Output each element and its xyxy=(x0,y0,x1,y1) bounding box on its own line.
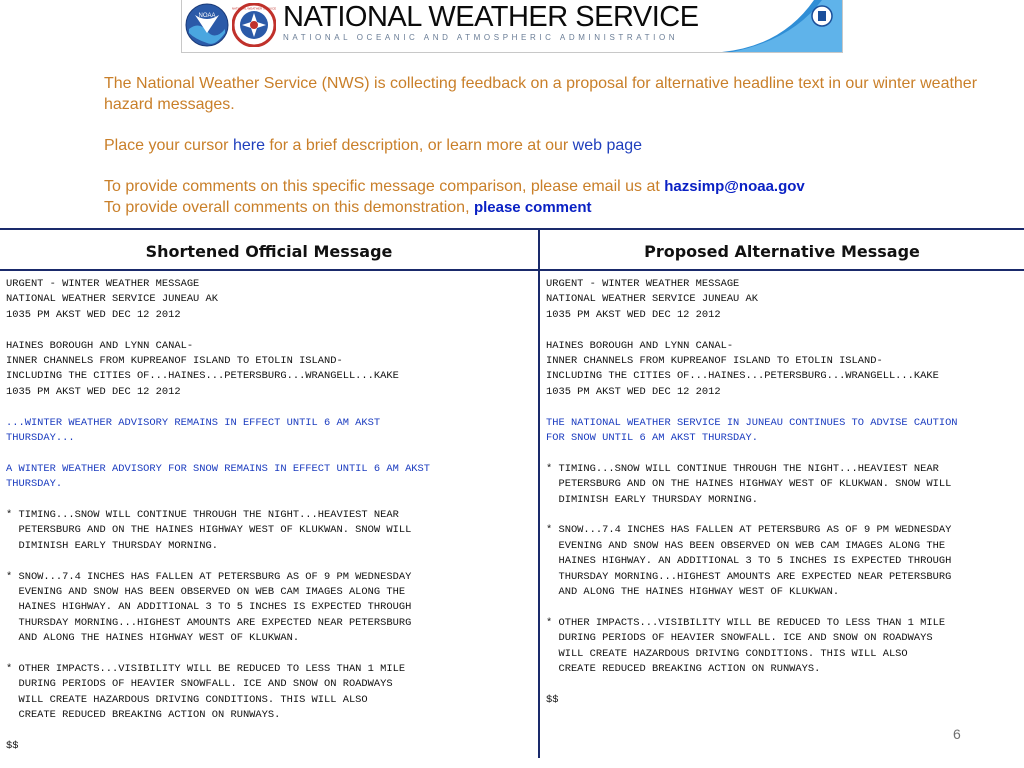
nws-banner xyxy=(181,0,843,53)
message-line: EVENING AND SNOW HAS BEEN OBSERVED ON WEB CAM IMAGES ALONG THE xyxy=(6,586,406,599)
official-message-column xyxy=(0,230,540,758)
message-line: PETERSBURG AND ON THE HAINES HIGHWAY WEST OF KLUKWAN. SNOW WILL xyxy=(546,478,952,491)
message-line: 1035 PM AKST WED DEC 12 2012 xyxy=(546,385,721,398)
message-line: PETERSBURG AND ON THE HAINES HIGHWAY WEST OF KLUKWAN. SNOW WILL xyxy=(6,524,412,537)
nws-logo-icon xyxy=(232,3,276,47)
comments-paragraph xyxy=(104,176,984,218)
message-line: THURSDAY... xyxy=(6,432,75,445)
message-line: HAINES BOROUGH AND LYNN CANAL- xyxy=(546,339,734,352)
message-line xyxy=(546,400,1020,415)
message-line: INNER CHANNELS FROM KUPREANOF ISLAND TO ETOLIN ISLAND- xyxy=(6,355,343,368)
message-line: 1035 PM AKST WED DEC 12 2012 xyxy=(6,308,181,321)
message-line: DIMINISH EARLY THURSDAY MORNING. xyxy=(6,539,219,552)
cursor-paragraph xyxy=(104,135,984,156)
banner-swoosh-icon xyxy=(722,0,842,52)
slide-number: 6 xyxy=(953,726,961,742)
message-line: NATIONAL WEATHER SERVICE JUNEAU AK xyxy=(6,293,219,306)
message-line xyxy=(6,493,534,508)
message-line: $$ xyxy=(6,740,19,753)
intro-paragraph: The National Weather Service (NWS) is collecting feedback on a proposal for alternative headline text in our winter weather hazard messages. xyxy=(104,75,978,113)
message-comparison xyxy=(0,228,1024,758)
message-line: INCLUDING THE CITIES OF...HAINES...PETERSBURG...WRANGELL...KAKE xyxy=(6,370,399,383)
message-line: DURING PERIODS OF HEAVIER SNOWFALL. ICE AND SNOW ON ROADWAYS xyxy=(546,632,933,645)
message-line xyxy=(546,600,1020,615)
message-line: THURSDAY MORNING...HIGHEST AMOUNTS ARE EXPECTED NEAR PETERSBURG xyxy=(546,570,952,583)
message-line: CREATE REDUCED BREAKING ACTION ON RUNWAYS. xyxy=(546,663,821,676)
noaa-logo-text: NOAA xyxy=(198,13,216,19)
message-line xyxy=(6,554,534,569)
alternative-message-header: Proposed Alternative Message xyxy=(540,230,1024,271)
alternative-message-column xyxy=(540,230,1024,758)
here-link[interactable]: here xyxy=(232,137,265,154)
message-line: * SNOW...7.4 INCHES HAS FALLEN AT PETERSBURG AS OF 9 PM WEDNESDAY xyxy=(546,524,952,537)
message-line: INNER CHANNELS FROM KUPREANOF ISLAND TO ETOLIN ISLAND- xyxy=(546,355,883,368)
message-line: EVENING AND SNOW HAS BEEN OBSERVED ON WEB CAM IMAGES ALONG THE xyxy=(546,539,946,552)
message-line xyxy=(546,677,1020,692)
message-line: 1035 PM AKST WED DEC 12 2012 xyxy=(6,385,181,398)
message-line: A WINTER WEATHER ADVISORY FOR SNOW REMAINS IN EFFECT UNTIL 6 AM AKST xyxy=(6,462,431,475)
message-line: URGENT - WINTER WEATHER MESSAGE xyxy=(546,278,740,290)
message-line: AND ALONG THE HAINES HIGHWAY WEST OF KLUKWAN. xyxy=(6,632,300,645)
banner-subtitle: NATIONAL OCEANIC AND ATMOSPHERIC ADMINISTRATION xyxy=(283,33,679,42)
message-line: THURSDAY MORNING...HIGHEST AMOUNTS ARE EXPECTED NEAR PETERSBURG xyxy=(6,616,412,629)
message-line: THE NATIONAL WEATHER SERVICE IN JUNEAU CONTINUES TO ADVISE CAUTION xyxy=(546,416,958,429)
official-message-body xyxy=(0,271,538,754)
message-line: * TIMING...SNOW WILL CONTINUE THROUGH THE NIGHT...HEAVIEST NEAR xyxy=(546,462,939,475)
message-line: HAINES BOROUGH AND LYNN CANAL- xyxy=(6,339,194,352)
message-line: URGENT - WINTER WEATHER MESSAGE xyxy=(6,278,200,290)
message-line: * OTHER IMPACTS...VISIBILITY WILL BE REDUCED TO LESS THAN 1 MILE xyxy=(546,616,946,629)
cursor-text: Place your cursor xyxy=(104,137,233,154)
message-line: THURSDAY. xyxy=(6,478,63,491)
message-line xyxy=(546,446,1020,461)
message-line: $$ xyxy=(546,693,559,706)
cursor-text-middle: for a brief description, or learn more at our xyxy=(264,137,573,154)
feedback-intro xyxy=(104,73,984,218)
official-message-header: Shortened Official Message xyxy=(0,230,538,271)
nws-logo-text: NATIONAL WEATHER SERVICE xyxy=(232,6,276,11)
message-line: * OTHER IMPACTS...VISIBILITY WILL BE REDUCED TO LESS THAN 1 MILE xyxy=(6,663,406,676)
message-line xyxy=(6,323,534,338)
alternative-message-body xyxy=(540,271,1024,708)
email-link[interactable]: hazsimp@noaa.gov xyxy=(664,178,805,195)
message-line: CREATE REDUCED BREAKING ACTION ON RUNWAYS. xyxy=(6,709,281,722)
please-comment-link[interactable]: please comment xyxy=(473,199,592,216)
overall-text: To provide overall comments on this demonstration, xyxy=(104,199,474,216)
message-line: HAINES HIGHWAY. AN ADDITIONAL 3 TO 5 INCHES IS EXPECTED THROUGH xyxy=(6,601,412,614)
message-line: NATIONAL WEATHER SERVICE JUNEAU AK xyxy=(546,293,759,306)
message-line: INCLUDING THE CITIES OF...HAINES...PETERSBURG...WRANGELL...KAKE xyxy=(546,370,939,383)
message-line: HAINES HIGHWAY. AN ADDITIONAL 3 TO 5 INCHES IS EXPECTED THROUGH xyxy=(546,555,952,568)
message-line xyxy=(546,508,1020,523)
message-line xyxy=(6,724,534,739)
message-line: 1035 PM AKST WED DEC 12 2012 xyxy=(546,308,721,321)
message-line: ...WINTER WEATHER ADVISORY REMAINS IN EFFECT UNTIL 6 AM AKST xyxy=(6,416,381,429)
message-line xyxy=(6,446,534,461)
noaa-logo-icon xyxy=(185,3,229,47)
message-line: FOR SNOW UNTIL 6 AM AKST THURSDAY. xyxy=(546,432,759,445)
message-line: WILL CREATE HAZARDOUS DRIVING CONDITIONS. THIS WILL ALSO xyxy=(546,647,908,660)
message-line xyxy=(6,400,534,415)
message-line: AND ALONG THE HAINES HIGHWAY WEST OF KLUKWAN. xyxy=(546,586,840,599)
message-line: DIMINISH EARLY THURSDAY MORNING. xyxy=(546,493,759,506)
message-line: * TIMING...SNOW WILL CONTINUE THROUGH THE NIGHT...HEAVIEST NEAR xyxy=(6,509,399,522)
banner-title: NATIONAL WEATHER SERVICE xyxy=(283,1,699,33)
message-line: WILL CREATE HAZARDOUS DRIVING CONDITIONS. THIS WILL ALSO xyxy=(6,693,368,706)
message-line: DURING PERIODS OF HEAVIER SNOWFALL. ICE AND SNOW ON ROADWAYS xyxy=(6,678,393,691)
email-text: To provide comments on this specific message comparison, please email us at xyxy=(104,178,665,195)
message-line xyxy=(546,323,1020,338)
web-page-link[interactable]: web page xyxy=(572,137,643,154)
message-line xyxy=(6,647,534,662)
message-line: * SNOW...7.4 INCHES HAS FALLEN AT PETERSBURG AS OF 9 PM WEDNESDAY xyxy=(6,570,412,583)
